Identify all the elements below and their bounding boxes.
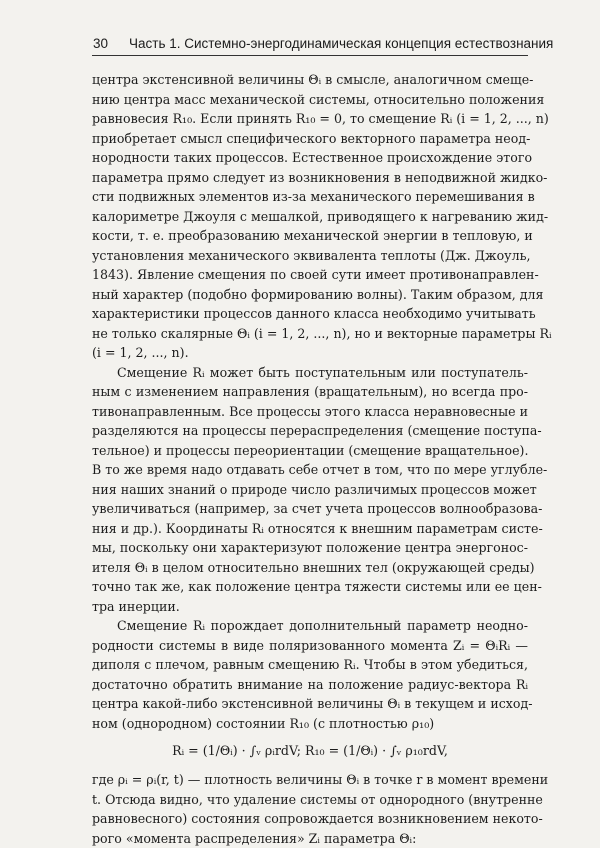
text-line: калориметре Джоуля с мешалкой, приводящего к нагреванию жид- — [92, 207, 528, 227]
text-line: приобретает смысл специфического векторного параметра неод- — [92, 129, 528, 149]
formula: Rᵢ = (1/Θᵢ) · ∫ᵥ ρᵢrdV; R₁₀ = (1/Θᵢ) · ∫ᵥ ρ₁₀rdV, — [92, 736, 528, 766]
text-line: тельное) и процессы переориентации (смещение вращательное). — [92, 441, 528, 461]
text-line: центра какой-либо экстенсивной величины Θᵢ в текущем и исход- — [92, 694, 528, 714]
text-line: нию центра масс механической системы, относительно положения — [92, 90, 528, 110]
text-line: рого «момента распределения» Zᵢ параметра Θᵢ: — [92, 829, 528, 848]
text-line: характеристики процессов данного класса необходимо учитывать — [92, 304, 528, 324]
paragraph-2 — [92, 363, 528, 617]
text-line: В то же время надо отдавать себе отчет в том, что по мере углубле- — [92, 460, 528, 480]
text-line: равновесия R₁₀. Если принять R₁₀ = 0, то смещение Rᵢ (i = 1, 2, ..., n) — [92, 109, 528, 129]
page-header — [93, 36, 523, 52]
text-line: диполя с плечом, равным смещению Rᵢ. Чтобы в этом убедиться, — [92, 655, 528, 675]
text-line: Смещение Rᵢ может быть поступательным или поступатель- — [92, 363, 528, 383]
text-line: ителя Θᵢ в целом относительно внешних тел (окружающей среды) — [92, 558, 528, 578]
text-line: мы, поскольку они характеризуют положение центра энергонос- — [92, 538, 528, 558]
text-line: увеличиваться (например, за счет учета процессов волнообразова- — [92, 499, 528, 519]
text-line: где ρᵢ = ρᵢ(r, t) — плотность величины Θᵢ в точке r в момент времени — [92, 770, 528, 790]
text-line: тра инерции. — [92, 597, 528, 617]
body-text — [92, 70, 528, 848]
text-line: кости, т. е. преобразованию механической энергии в тепловую, и — [92, 226, 528, 246]
text-line: установления механического эквивалента теплоты (Дж. Джоуль, — [92, 246, 528, 266]
text-line: нородности таких процессов. Естественное происхождение этого — [92, 148, 528, 168]
text-line: достаточно обратить внимание на положение радиус-вектора Rᵢ — [92, 675, 528, 695]
text-line: сти подвижных элементов из-за механического перемешивания в — [92, 187, 528, 207]
text-line: ния и др.). Координаты Rᵢ относятся к внешним параметрам систе- — [92, 519, 528, 539]
paragraph-3 — [92, 616, 528, 733]
text-line: параметра прямо следует из возникновения в неподвижной жидко- — [92, 168, 528, 188]
text-line: ный характер (подобно формированию волны). Таким образом, для — [92, 285, 528, 305]
text-line: 1843). Явление смещения по своей сути имеет противонаправлен- — [92, 265, 528, 285]
text-line: не только скалярные Θᵢ (i = 1, 2, ..., n), но и векторные параметры Rᵢ — [92, 324, 528, 344]
paragraph-1 — [92, 70, 528, 363]
text-line: тивонаправленным. Все процессы этого класса неравновесные и — [92, 402, 528, 422]
text-line: разделяются на процессы перераспределения (смещение поступа- — [92, 421, 528, 441]
running-title: Часть 1. Системно-энергодинамическая концепция естествознания — [129, 36, 553, 51]
text-line: t. Отсюда видно, что удаление системы от однородного (внутренне — [92, 790, 528, 810]
text-line: ном (однородном) состоянии R₁₀ (с плотностью ρ₁₀) — [92, 714, 528, 734]
text-line: центра экстенсивной величины Θᵢ в смысле, аналогичном смеще- — [92, 70, 528, 90]
text-line: родности системы в виде поляризованного момента Zᵢ = ΘᵢRᵢ — — [92, 636, 528, 656]
paragraph-4 — [92, 770, 528, 848]
text-line: ния наших знаний о природе число различимых процессов может — [92, 480, 528, 500]
page-number: 30 — [93, 36, 129, 52]
header-rule — [92, 55, 528, 56]
text-line: Смещение Rᵢ порождает дополнительный параметр неодно- — [92, 616, 528, 636]
text-line: точно так же, как положение центра тяжести системы или ее цен- — [92, 577, 528, 597]
text-line: равновесного) состояния сопровождается возникновением некото- — [92, 809, 528, 829]
text-line: (i = 1, 2, ..., n). — [92, 343, 528, 363]
text-line: ным с изменением направления (вращательным), но всегда про- — [92, 382, 528, 402]
